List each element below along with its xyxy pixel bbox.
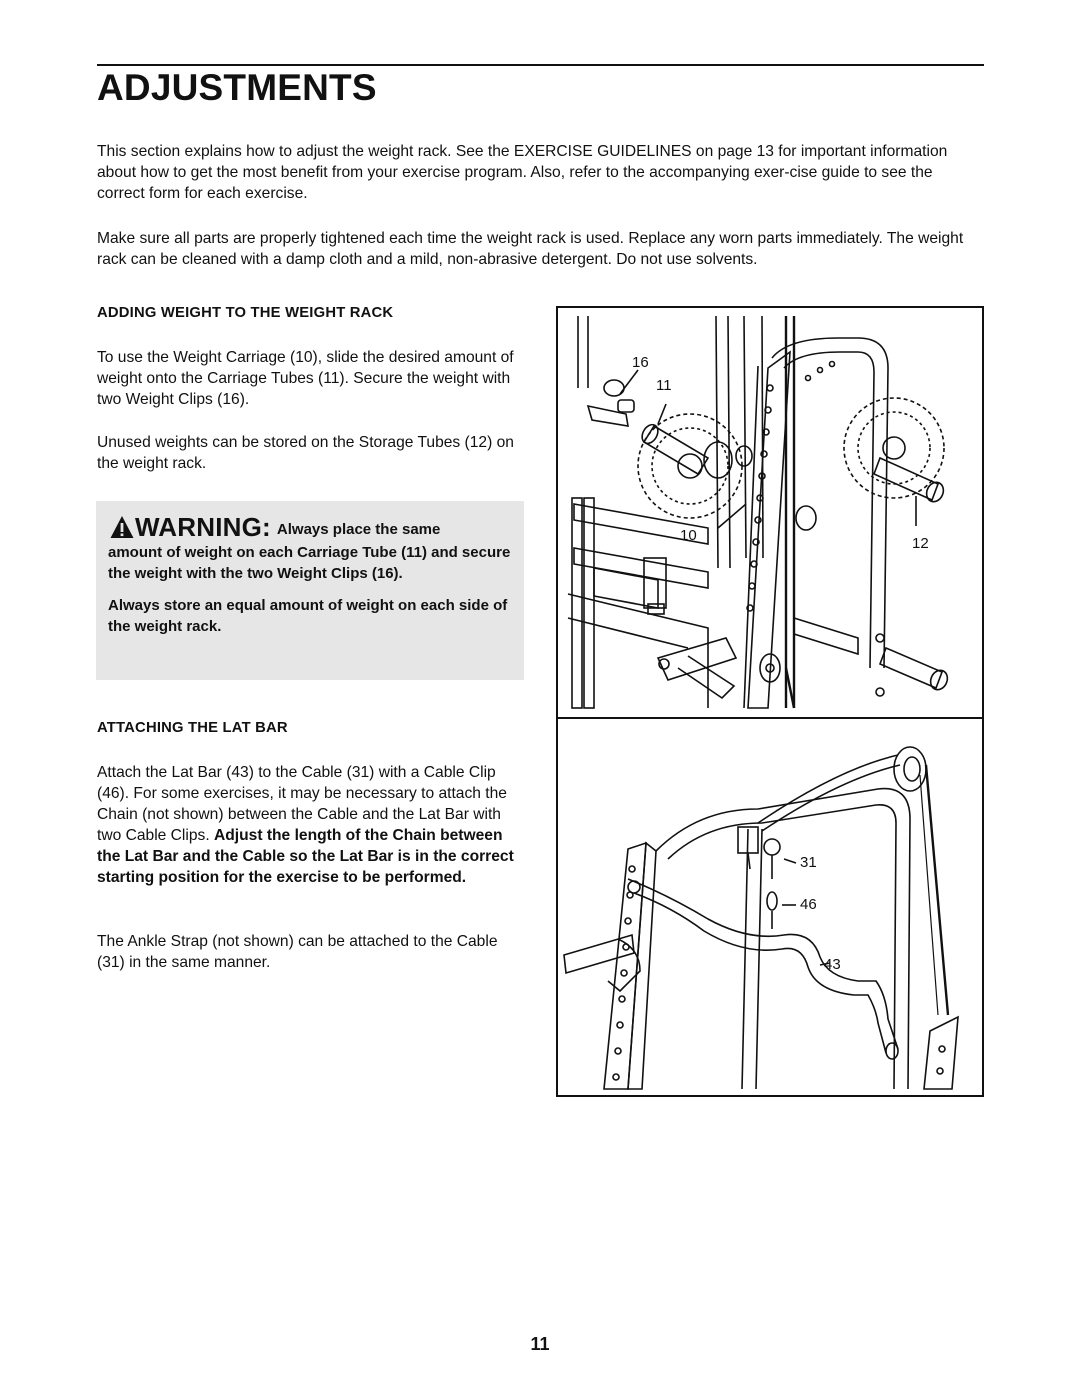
- warning-body-2: Always store an equal amount of weight on each side of the weight rack.: [108, 597, 508, 635]
- callout-12: 12: [912, 535, 929, 552]
- adding-weight-text-1: To use the Weight Carriage (10), slide the desired amount of weight onto the Carriage Tubes (11). Secure the weight with two Weight Clips (16).: [97, 349, 514, 408]
- lat-bar-para-2: [97, 931, 522, 973]
- lat-bar-text-2: The Ankle Strap (not shown) can be attached to the Cable (31) in the same manner.: [97, 933, 498, 971]
- lat-bar-text-1: [97, 762, 522, 888]
- lat-bar-para-1: [97, 762, 522, 888]
- callout-10: 10: [680, 527, 697, 544]
- intro-paragraph: This section explains how to adjust the weight rack. See the EXERCISE GUIDELINES on page 13 for important information about how to get the most benefit from your exercise program. Also, refer to the accompanying exer-cise guide to see the correct form for each exercise.: [97, 143, 948, 202]
- weight-carriage-figure: [556, 306, 984, 719]
- lat-bar-figure: [556, 717, 984, 1097]
- page-title: ADJUSTMENTS: [97, 67, 377, 108]
- title-rule: [97, 64, 984, 66]
- callout-16: 16: [632, 354, 649, 371]
- warning-body: amount of weight on each Carriage Tube (11) and secure the weight with the two Weight Clips (16).: [108, 544, 511, 582]
- lat-bar-heading: ATTACHING THE LAT BAR: [97, 720, 288, 736]
- adding-weight-text-2: Unused weights can be stored on the Storage Tubes (12) on the weight rack.: [97, 434, 514, 472]
- warning-lead: Always place the same: [276, 521, 441, 538]
- callout-46: 46: [800, 896, 817, 913]
- lat-bar-text-bold: Adjust the length of the Chain between the Lat Bar and the Cable so the Lat Bar is in the correct starting position for the exercise to be performed.: [97, 827, 514, 886]
- lat-bar-text-plain: Attach the Lat Bar (43) to the Cable (31) with a Cable Clip (46). For some exercises, it may be necessary to attach the Chain (not shown) between the Cable and the Lat Bar with two Cable Clips.: [97, 764, 507, 844]
- adding-weight-heading: ADDING WEIGHT TO THE WEIGHT RACK: [97, 305, 394, 321]
- care-paragraph: Make sure all parts are properly tightened each time the weight rack is used. Replace any worn parts immediately. The weight rack can be cleaned with a damp cloth and a mild, non-abrasive detergent. Do not use solvents.: [97, 230, 964, 268]
- warning-header: [110, 514, 516, 540]
- callout-43: 43: [824, 956, 841, 973]
- callout-31: 31: [800, 854, 817, 871]
- warning-triangle-icon: [110, 515, 134, 539]
- warning-label: WARNING:: [135, 512, 271, 542]
- callout-11: 11: [656, 377, 672, 394]
- lat-bar-illustration: [558, 719, 982, 1095]
- adding-weight-para-1: [97, 347, 522, 410]
- weight-carriage-illustration: [558, 308, 982, 717]
- adding-weight-para-2: [97, 432, 522, 474]
- page-number: 11: [530, 1334, 550, 1354]
- warning-box: [96, 501, 524, 680]
